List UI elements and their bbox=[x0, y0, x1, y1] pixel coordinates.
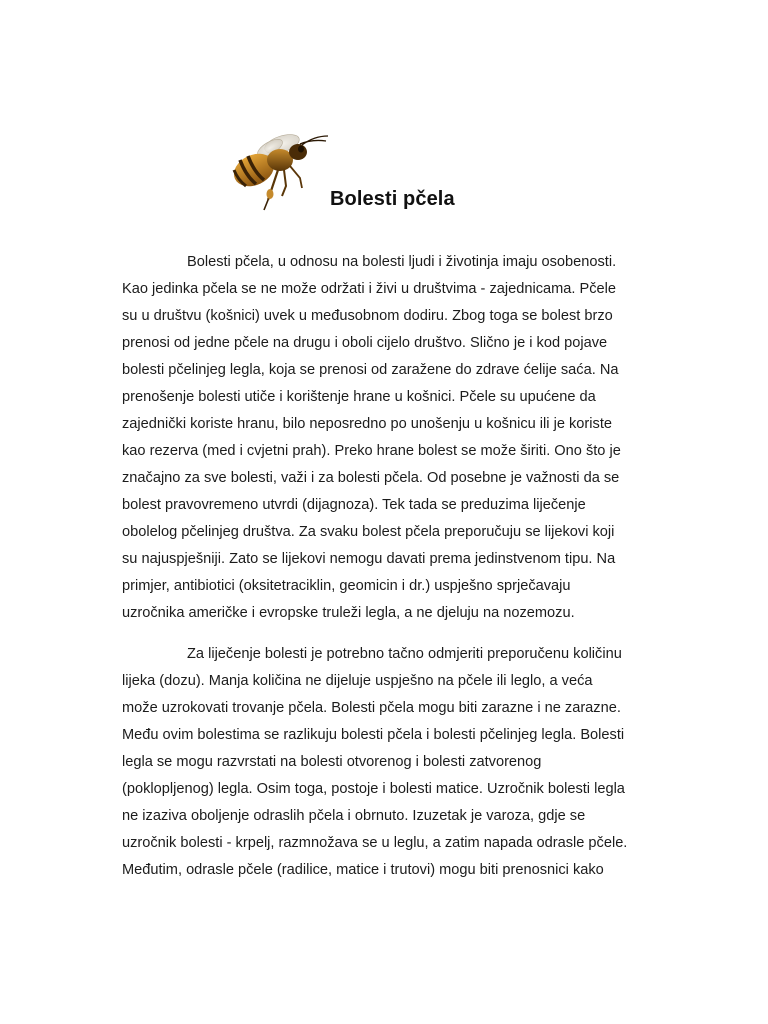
text-line: prenošenje bolesti utiče i korištenje hrane u košnici. Pčele su upućene da bbox=[122, 389, 596, 405]
text-line: prenosi od jedne pčele na drugu i oboli cijelo društvo. Slično je i kod pojave bbox=[122, 335, 608, 351]
text-line: može uzrokovati trovanje pčela. Bolesti pčela mogu biti zarazne i ne zarazne. bbox=[122, 700, 621, 716]
text-line: (poklopljenog) legla. Osim toga, postoje i bolesti matice. Uzročnik bolesti legla bbox=[122, 781, 625, 797]
paragraph-2 bbox=[122, 641, 642, 884]
document-title: Bolesti pčela bbox=[330, 188, 455, 210]
text-line: uzročnika američke i evropske truleži legla, a ne djeluju na nozemozu. bbox=[122, 605, 575, 621]
text-line: Međutim, odrasle pčele (radilice, matice i trutovi) mogu biti prenosnici kako bbox=[122, 862, 604, 878]
text-line: Kao jedinka pčela se ne može održati i živi u društvima - zajednicama. Pčele bbox=[122, 281, 616, 297]
text-line: uzročnik bolesti - krpelj, razmnožava se u leglu, a zatim napada odrasle pčele. bbox=[122, 835, 628, 851]
text-line: ne izaziva oboljenje odraslih pčela i obrnuto. Izuzetak je varoza, gdje se bbox=[122, 808, 586, 824]
text-line: značajno za sve bolesti, važi i za bolesti pčela. Od posebne je važnosti da se bbox=[122, 470, 620, 486]
text-line: legla se mogu razvrstati na bolesti otvorenog i bolesti zatvorenog bbox=[122, 754, 542, 770]
paragraph-1 bbox=[122, 249, 642, 627]
text-line: lijeka (dozu). Manja količina ne dijeluje uspješno na pčele ili leglo, a veća bbox=[122, 673, 593, 689]
text-line: su najuspješniji. Zato se lijekovi nemogu davati prema jedinstvenom tipu. Na bbox=[122, 551, 616, 567]
text-line: Bolesti pčela, u odnosu na bolesti ljudi i životinja imaju osobenosti. bbox=[187, 254, 617, 270]
text-line: primjer, antibiotici (oksitetraciklin, geomicin i dr.) uspješno sprječavaju bbox=[122, 578, 571, 594]
text-line: zajednički koriste hranu, bilo neposredno po unošenju u košnicu ili je koriste bbox=[122, 416, 612, 432]
text-line: obolelog pčelinjeg društva. Za svaku bolest pčela preporučuju se lijekovi koji bbox=[122, 524, 615, 540]
text-line: Među ovim bolestima se razlikuju bolesti pčela i bolesti pčelinjeg legla. Bolesti bbox=[122, 727, 625, 743]
text-line: Za liječenje bolesti je potrebno tačno odmjeriti preporučenu količinu bbox=[187, 646, 622, 662]
text-line: su u društvu (košnici) uvek u međusobnom dodiru. Zbog toga se bolest brzo bbox=[122, 308, 613, 324]
text-line: kao rezerva (med i cvjetni prah). Preko hrane bolest se može širiti. Ono što je bbox=[122, 443, 621, 459]
text-line: bolesti pčelinjeg legla, koja se prenosi od zaražene do zdrave ćelije saća. Na bbox=[122, 362, 619, 378]
text-line: bolest pravovremeno utvrdi (dijagnoza). Tek tada se preduzima liječenje bbox=[122, 497, 586, 513]
bee-icon bbox=[230, 130, 332, 214]
